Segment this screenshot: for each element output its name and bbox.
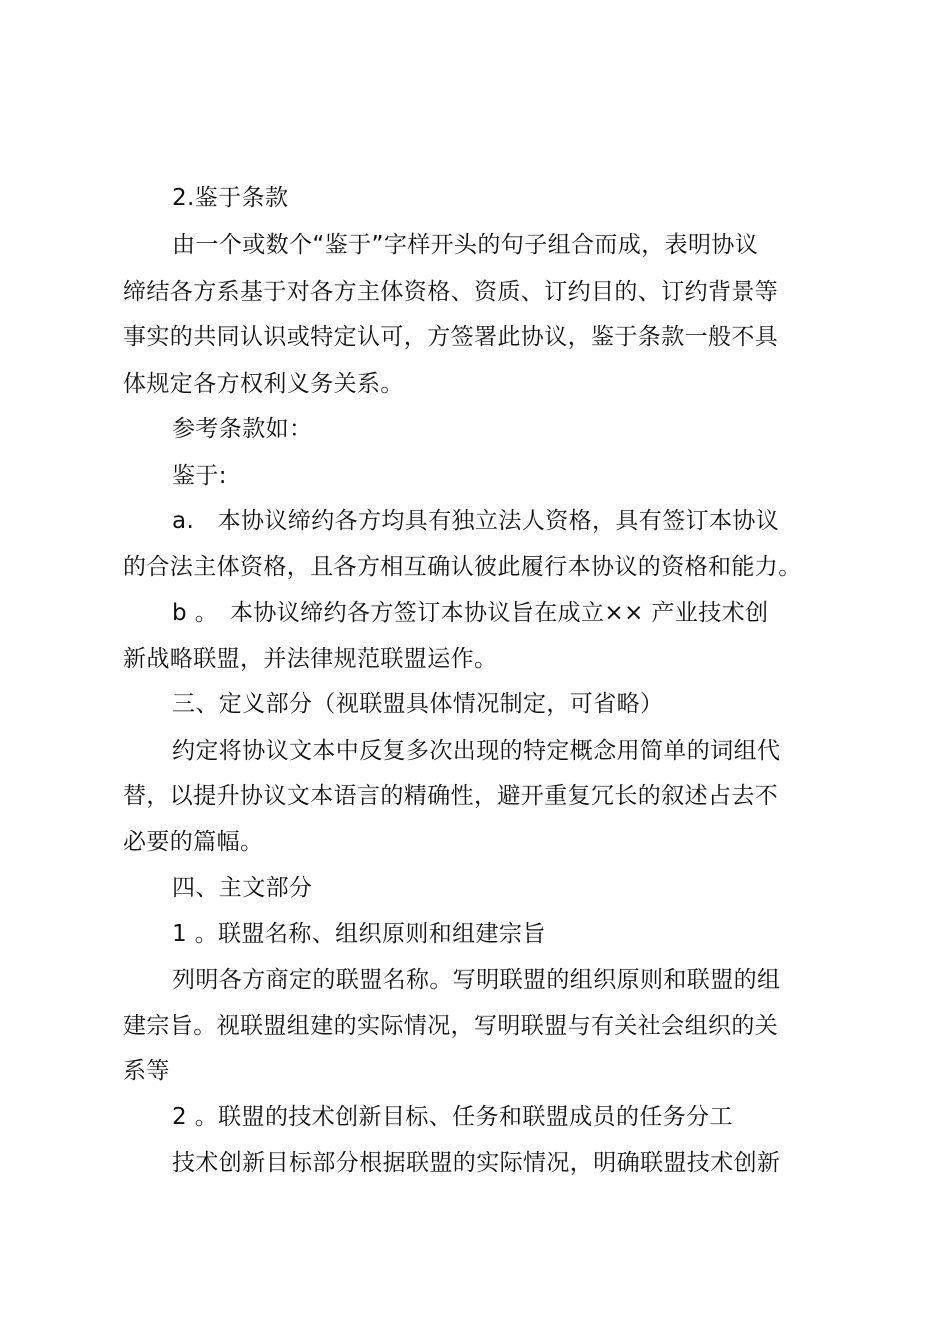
paragraph-line: 系等 <box>123 1058 170 1084</box>
paragraph-line: 技术创新目标部分根据联盟的实际情况，明确联盟技术创新 <box>172 1150 781 1176</box>
section-heading-main-text: 四、主文部分 <box>172 875 313 901</box>
reference-clause-label: 参考条款如： <box>172 416 313 442</box>
paragraph-line: 体规定各方权利义务关系。 <box>123 371 404 397</box>
list-item-b: b 。 本协议缔约各方签订本协议旨在成立×× 产业技术创 <box>172 600 769 626</box>
whereas-label: 鉴于: <box>172 463 227 489</box>
section-heading-whereas-clause: 2.鉴于条款 <box>172 185 289 211</box>
paragraph-line: 必要的篇幅。 <box>123 829 264 855</box>
paragraph-line: 列明各方商定的联盟名称。写明联盟的组织原则和联盟的组 <box>172 967 781 993</box>
list-item-a-continuation: 的合法主体资格，且各方相互确认彼此履行本协议的资格和能力。 <box>123 554 802 580</box>
paragraph-line: 替，以提升协议文本语言的精确性，避开重复冗长的叙述占去不 <box>123 783 779 809</box>
paragraph-line: 建宗旨。视联盟组建的实际情况，写明联盟与有关社会组织的关 <box>123 1013 779 1039</box>
list-item-b-continuation: 新战略联盟，并法律规范联盟运作。 <box>123 646 498 672</box>
subsection-heading-2: 2 。联盟的技术创新目标、任务和联盟成员的任务分工 <box>172 1104 733 1130</box>
paragraph-line: 缔结各方系基于对各方主体资格、资质、订约目的、订约背景等 <box>123 279 779 305</box>
subsection-heading-1: 1 。联盟名称、组织原则和组建宗旨 <box>172 921 546 947</box>
paragraph-line: 约定将协议文本中反复多次出现的特定概念用简单的词组代 <box>172 738 781 764</box>
section-heading-definitions: 三、定义部分（视联盟具体情况制定，可省略） <box>172 691 664 717</box>
list-item-a: a. 本协议缔约各方均具有独立法人资格，具有签订本协议 <box>172 508 780 534</box>
paragraph-line: 事实的共同认识或特定认可，方签署此协议，鉴于条款一般不具 <box>123 324 779 350</box>
paragraph-line: 由一个或数个“鉴于”字样开头的句子组合而成，表明协议 <box>172 232 759 258</box>
